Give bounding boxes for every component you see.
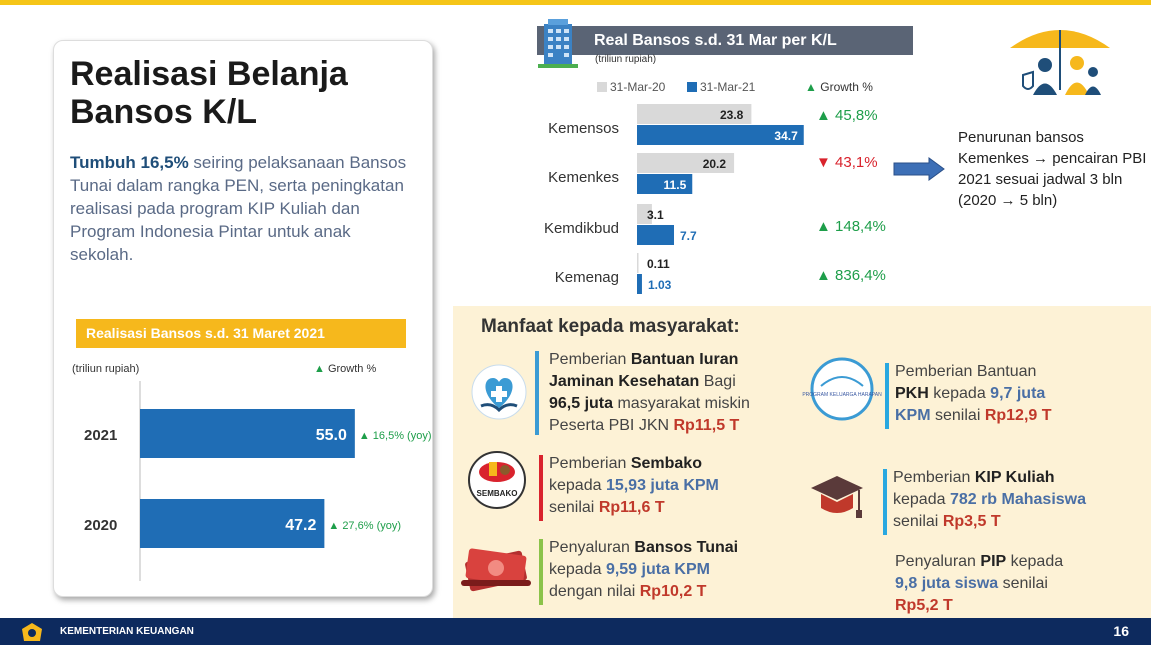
benefit-kip-kuliah [893,467,1133,533]
pkh-text-7: Rp12,9 T [984,407,1052,424]
legend-2021 [687,80,755,94]
accent-bar [535,351,539,435]
jkn-text-7: Peserta PBI JKN [549,417,674,434]
legend-swatch-2020 [597,82,607,92]
benefit-bansos-tunai [549,537,769,603]
right-arrow-icon [893,158,945,180]
cash-icon [461,542,531,594]
legend-swatch-2021 [687,82,697,92]
right-bar-chart [530,100,900,300]
sembako-text-2: Sembako [630,455,702,472]
pkh-text-3: kepada [928,385,991,402]
kip-text-5: senilai [893,513,943,530]
bar-2021 [637,274,642,294]
health-insurance-icon [471,364,527,420]
right-chart-unit: (triliun rupiah) [595,54,657,65]
accent-bar [883,469,887,535]
family-umbrella-icon [1005,20,1115,100]
sembako-text-4: 15,93 juta KPM [605,477,719,494]
page-number: 16 [1113,623,1129,639]
right-growth-legend [805,80,873,94]
footer-org-name: KEMENTERIAN KEUANGAN [60,626,194,637]
right-chart-title: Real Bansos s.d. 31 Mar per K/L [594,32,837,49]
pip-text-1: Penyaluran [895,553,981,570]
sembako-text-1: Pemberian [549,455,631,472]
pip-text-5: senilai [998,575,1048,592]
growth-label: ▲ 45,8% [816,107,878,124]
data-label-2021: 34.7 [774,129,798,143]
growth-label: ▲ 836,4% [816,267,886,284]
description-text: seiring pelaksanaan Bansos Tunai dalam rangka PEN, serta peningkatan realisasi pada program KIP Kuliah dan Program Indonesia Pintar untuk anak sekolah. [70,153,407,264]
category-label: 2021 [84,427,118,444]
bar-2021 [637,225,674,245]
kip-text-4: 782 rb Mahasiswa [949,491,1087,508]
category-label: Kemenag [554,269,619,286]
triangle-up-icon: ▲ [805,80,817,94]
legend-label-2020: 31-Mar-20 [610,80,666,94]
graduation-cap-icon [809,470,865,526]
pkh-logo-icon [802,356,882,422]
chart-title-banner [76,319,406,348]
pip-text-2: PIP [980,553,1007,570]
sembako-text-6: Rp11,6 T [598,499,665,516]
benefits-panel [453,306,1151,618]
data-label-2021: 11.5 [663,178,687,192]
accent-bar [885,363,889,429]
top-accent-bar [0,0,1151,5]
pkh-text-4: 9,7 juta [990,385,1046,402]
data-label-2020: 3.1 [647,208,664,222]
category-label: Kemensos [548,120,619,137]
tunai-text-4: 9,59 juta KPM [605,561,710,578]
card-title-line2: Bansos K/L [70,93,258,131]
legend-2020 [597,80,665,94]
svg-text:SEMBAKO: SEMBAKO [476,489,518,498]
accent-bar [539,455,543,521]
data-label-2021: 1.03 [647,278,672,292]
summary-card [53,40,433,597]
sembako-text-5: senilai [549,499,599,516]
data-label-2020: 20.2 [702,157,727,171]
pip-text-3: kepada [1006,553,1064,570]
benefit-sembako [549,453,769,519]
data-label: 55.0 [315,427,347,444]
category-label: Kemdikbud [543,220,619,237]
growth-label: ▼ 43,1% [816,154,878,171]
right-growth-label: Growth % [820,80,873,94]
pkh-text-6: senilai [930,407,985,424]
bar-2020 [637,253,639,273]
left-chart-title: Realisasi Bansos s.d. 31 Maret 2021 [86,325,325,341]
data-label: 47.2 [285,517,317,534]
card-title [70,55,400,131]
card-title-line1: Realisasi Belanja [70,55,348,93]
right-chart-title-bar [537,26,913,55]
benefit-pip [895,551,1125,617]
svg-text:PROGRAM KELUARGA HARAPAN: PROGRAM KELUARGA HARAPAN [802,392,882,398]
growth-label: ▲ 148,4% [816,218,886,235]
tunai-text-5: dengan nilai [549,583,640,600]
tunai-text-2: Bansos Tunai [634,539,739,556]
pkh-text-2: PKH [895,385,929,402]
left-bar-chart [54,381,432,591]
left-chart-unit: (triliun rupiah) [72,363,140,375]
legend-label-2021: 31-Mar-21 [700,80,756,94]
tunai-text-3: kepada [549,561,606,578]
jkn-text-6: masyarakat miskin [613,395,750,412]
kip-text-1: Pemberian [893,469,975,486]
benefits-title: Manfaat kepada masyarakat: [481,316,740,337]
kip-text-3: kepada [893,491,950,508]
jkn-text-4: Bagi [699,373,736,390]
growth-label: ▲ 16,5% (yoy) [358,430,432,442]
category-label: Kemenkes [548,169,619,186]
left-growth-legend [314,363,376,375]
kip-text-6: Rp3,5 T [942,513,1001,530]
category-label: 2020 [84,517,118,534]
sembako-icon [465,450,529,510]
ministry-logo-icon [18,621,46,643]
tunai-text-6: Rp10,2 T [639,583,707,600]
jkn-text-1: Pemberian [549,351,631,368]
jkn-text-3: Jaminan Kesehatan [549,373,700,390]
pip-text-4: 9,8 juta siswa [895,575,999,592]
triangle-up-icon: ▲ [314,363,325,375]
card-description [70,151,410,266]
accent-bar [539,539,543,605]
tunai-text-1: Penyaluran [549,539,635,556]
benefit-pkh [895,361,1125,427]
building-icon [538,18,578,70]
data-label-2020: 0.11 [647,257,670,271]
data-label-2020: 23.8 [720,108,744,122]
pkh-text-1: Pemberian Bantuan [895,363,1037,380]
footer-bar [0,618,1151,645]
pkh-text-5: KPM [895,407,931,424]
jkn-text-8: Rp11,5 T [673,417,740,434]
growth-label: ▲ 27,6% (yoy) [328,520,402,532]
growth-highlight: Tumbuh 16,5% [70,153,189,172]
left-growth-label: Growth % [327,363,377,375]
jkn-text-5: 96,5 juta [549,395,614,412]
sembako-text-3: kepada [549,477,606,494]
pip-text-6: Rp5,2 T [895,597,953,614]
kemenkes-note: Penurunan bansos Kemenkes → pencairan PBI 2021 sesuai jadwal 3 bln (2020 → 5 bln) [958,129,1147,209]
jkn-text-2: Bantuan Iuran [630,351,739,368]
kip-text-2: KIP Kuliah [974,469,1055,486]
benefit-jkn [549,349,789,437]
data-label-2021: 7.7 [680,229,697,243]
